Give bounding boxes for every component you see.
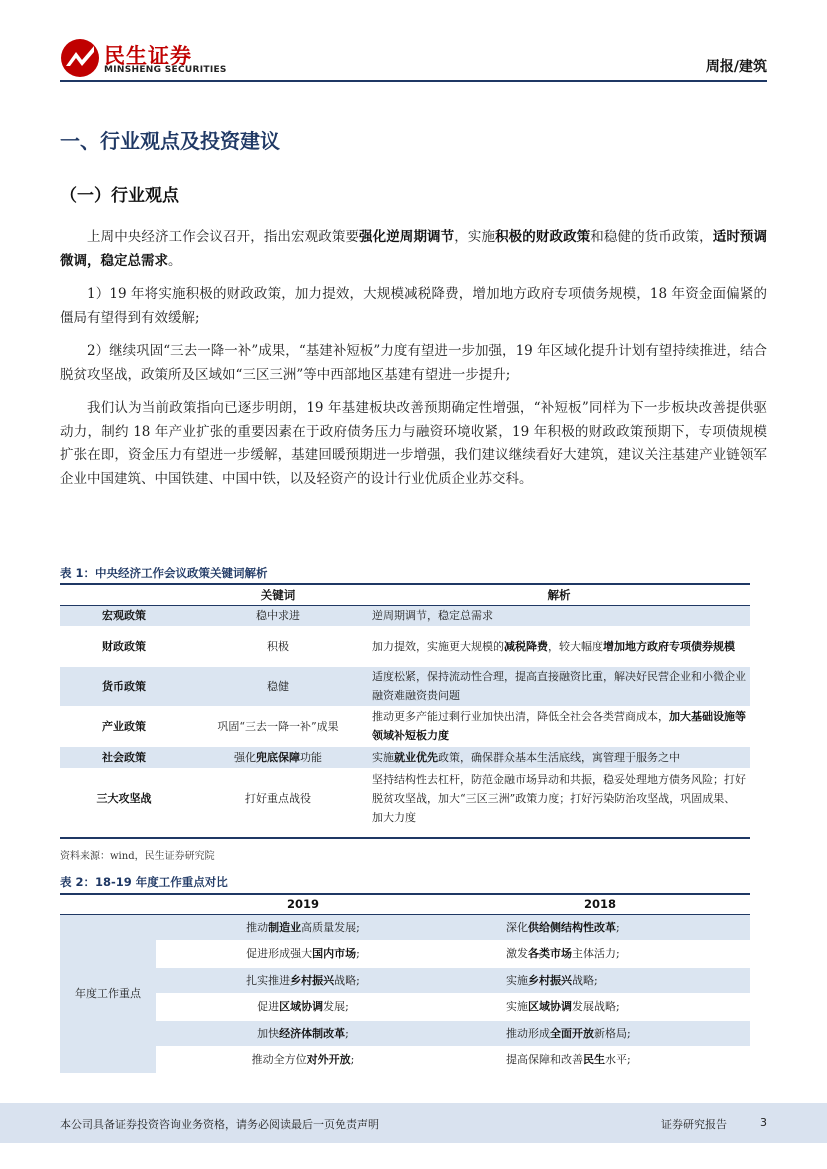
table-header-cell — [60, 584, 188, 605]
article-body — [60, 226, 767, 501]
report-category: 周报/建筑 — [705, 59, 767, 75]
paragraph-4: 我们认为当前政策指向已逐步明朗，19 年基建板块改善预期确定性增强，“补短板”同样为下一步板块改善提供驱动力，制约 18 年产业扩张的重要因素在于政府债务压力与融资环境收紧，19 年积极的财政政策预期下，专项债规模扩张在即，资金压力有望进一步缓解，基建回暖预期进一步增强，我们建议继续看好大建筑，建议关注基建产业链领军企业中国建筑、中国铁建、中国中铁，以及轻资产的设计行业优质企业苏交科。 — [60, 400, 767, 487]
row-label: 年度工作重点 — [60, 914, 156, 1073]
table2-caption: 表 2：18-19 年度工作重点对比 — [60, 875, 228, 889]
table-header-cell: 2018 — [450, 894, 750, 914]
table-row: 财政政策 积极 加力提效，实施更大规模的减税降费，较大幅度增加地方政府专项债券规模 — [60, 626, 750, 666]
table-header-row — [60, 894, 750, 914]
report-type-label: 证券研究报告 — [661, 1118, 727, 1131]
page-number: 3 — [760, 1116, 767, 1129]
table-header-cell — [60, 894, 156, 914]
table-header-cell: 解析 — [368, 584, 750, 605]
page-footer — [0, 1103, 827, 1143]
table-row: 三大攻坚战 打好重点战役 坚持结构性去杠杆，防范金融市场异动和共振，稳妥处理地方债务风险；打好脱贫攻坚战，加大“三区三洲”政策力度；打好污染防治攻坚战，巩固成果、加大力度 — [60, 768, 750, 828]
table-row: 扎实推进乡村振兴战略; 实施乡村振兴战略; — [60, 967, 750, 994]
subsection-heading: （一）行业观点 — [60, 186, 179, 206]
minsheng-logo-icon — [60, 38, 100, 78]
logo-english: MINSHENG SECURITIES — [104, 65, 227, 75]
table-row: 促进区域协调发展; 实施区域协调发展战略; — [60, 994, 750, 1021]
table-header-cell: 2019 — [156, 894, 450, 914]
paragraph-2: 1）19 年将实施积极的财政政策，加力提效，大规模减税降费，增加地方政府专项债务规模，18 年资金面偏紧的僵局有望得到有效缓解; — [60, 286, 767, 326]
table1-bottom-rule — [60, 837, 750, 839]
disclaimer-notice: 本公司具备证券投资咨询业务资格，请务必阅读最后一页免责声明 — [60, 1118, 379, 1131]
brand-logo — [60, 38, 227, 78]
table-row: 宏观政策 稳中求进 逆周期调节，稳定总需求 — [60, 605, 750, 626]
priorities-comparison-table — [60, 893, 750, 1074]
logo-chinese: 民生证券 — [104, 44, 192, 68]
page-header — [0, 0, 827, 85]
paragraph-3: 2）继续巩固“三去一降一补”成果，“基建补短板”力度有望进一步加强，19 年区域化提升计划有望持续推进，结合脱贫攻坚战，政策所及区域如“三区三洲”等中西部地区基建有望进一步提升; — [60, 343, 767, 383]
table-row: 年度工作重点 推动制造业高质量发展; 深化供给侧结构性改革; — [60, 914, 750, 941]
table1-caption: 表 1：中央经济工作会议政策关键词解析 — [60, 566, 268, 580]
paragraph-1: 上周中央经济工作会议召开，指出宏观政策要强化逆周期调节，实施积极的财政政策和稳健的货币政策，适时预调微调，稳定总需求。 — [60, 229, 768, 269]
table-header-cell: 关键词 — [188, 584, 368, 605]
table-row: 社会政策 强化兜底保障功能 实施就业优先政策，确保群众基本生活底线，寓管理于服务之中 — [60, 746, 750, 768]
table-header-row — [60, 584, 750, 605]
header-divider — [60, 80, 767, 82]
table-row: 促进形成强大国内市场; 激发各类市场主体活力; — [60, 941, 750, 968]
table-row: 货币政策 稳健 适度松紧，保持流动性合理，提高直接融资比重，解决好民营企业和小微企业融资难融资贵问题 — [60, 666, 750, 706]
table-row: 产业政策 巩固“三去一降一补”成果 推动更多产能过剩行业加快出清，降低全社会各类营商成本，加大基础设施等领域补短板力度 — [60, 706, 750, 746]
table-row: 加快经济体制改革; 推动形成全面开放新格局; — [60, 1020, 750, 1047]
section-heading: 一、行业观点及投资建议 — [60, 129, 280, 153]
table-row: 推动全方位对外开放; 提高保障和改善民生水平; — [60, 1047, 750, 1074]
policy-keyword-table — [60, 583, 750, 829]
table1-source: 资料来源：wind，民生证券研究院 — [60, 851, 215, 862]
